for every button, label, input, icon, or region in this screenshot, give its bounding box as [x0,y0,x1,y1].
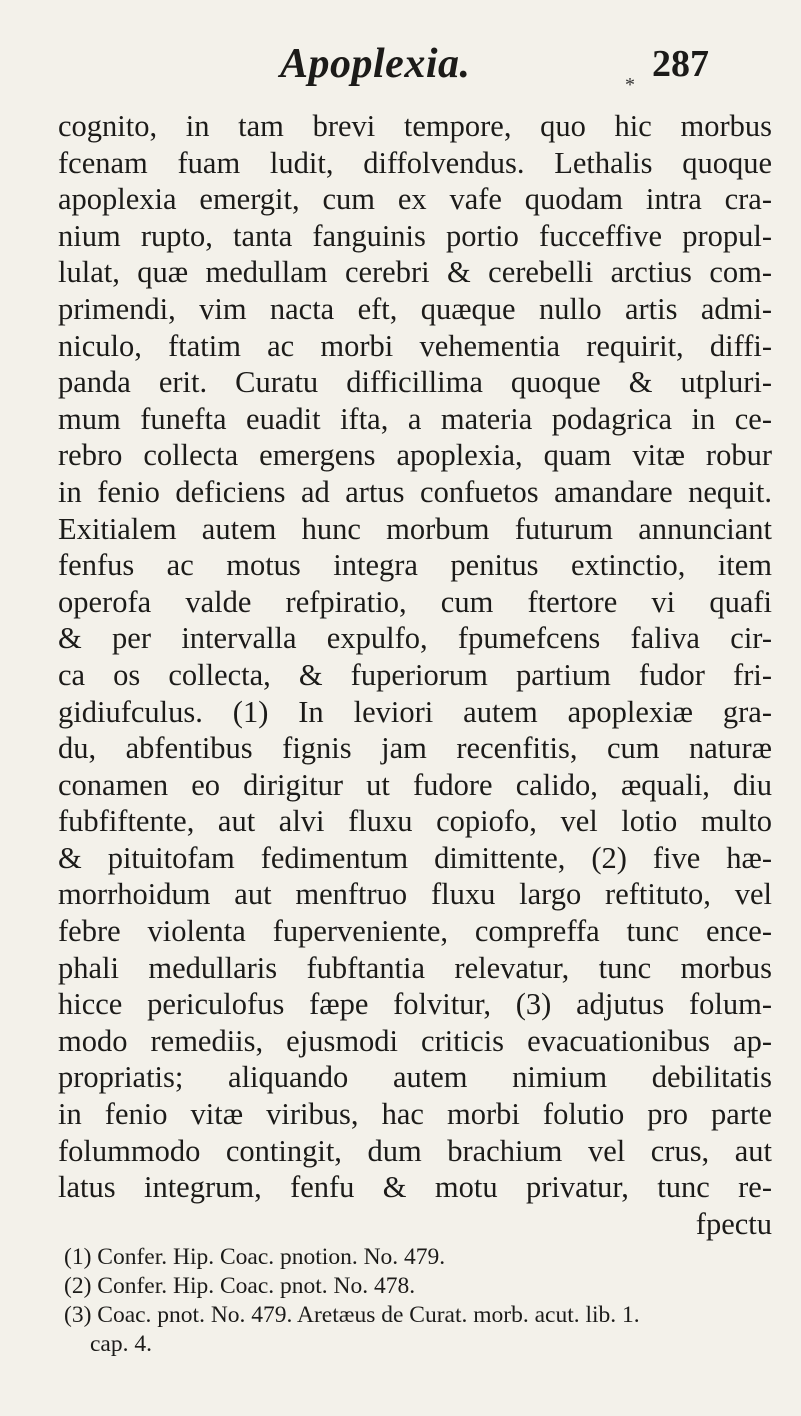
catchword: fpectu [695,1206,772,1241]
text-line: gidiufculus. (1) In leviori autem apoplexiæ gra- [58,694,772,729]
footnote: cap. 4. [90,1331,152,1357]
text-line: nium rupto, tanta fanguinis portio fucceffive propul- [58,218,772,253]
text-line: phali medullaris fubftantia relevatur, tunc morbus [58,950,772,985]
text-line: in fenio deficiens ad artus confuetos amandare nequit. [58,474,772,509]
text-line: niculo, ftatim ac morbi vehementia requirit, diffi- [58,328,772,363]
text-line: mum funefta euadit ifta, a materia podagrica in ce- [58,401,772,436]
text-line: panda erit. Curatu difficillima quoque & utpluri- [58,365,772,400]
text-line: operofa valde refpiratio, cum ftertore vi quafi [58,584,772,619]
text-line: lulat, quæ medullam cerebri & cerebelli arctius com- [58,255,772,290]
running-head [0,40,801,90]
text-line: in fenio vitæ viribus, hac morbi folutio pro parte [58,1097,772,1132]
footnote: (2) Confer. Hip. Coac. pnot. No. 478. [64,1273,416,1299]
ornament-mark: * [625,74,635,96]
text-line: Exitialem autem hunc morbum futurum annunciant [58,511,772,546]
body-text [58,108,772,1242]
footnote: (1) Confer. Hip. Coac. pnotion. No. 479. [64,1244,446,1270]
text-line: primendi, vim nacta eft, quæque nullo artis admi- [58,291,772,326]
text-line: rebro collecta emergens apoplexia, quam vitæ robur [58,438,772,473]
text-line: apoplexia emergit, cum ex vafe quodam intra cra- [58,182,772,217]
text-line: modo remediis, ejusmodi criticis evacuationibus ap- [58,1023,772,1058]
text-line: latus integrum, fenfu & motu privatur, tunc re- [58,1170,772,1205]
text-line: fubfiftente, aut alvi fluxu copiofo, vel lotio multo [58,804,772,839]
text-line: fenfus ac motus integra penitus extinctio, item [58,548,772,583]
text-line: morrhoidum aut menftruo fluxu largo reftituto, vel [58,877,772,912]
text-line: folummodo contingit, dum brachium vel crus, aut [58,1133,772,1168]
text-line: hicce periculofus fæpe folvitur, (3) adjutus folum- [58,987,772,1022]
running-title: Apoplexia. [280,41,471,87]
page-number: 287 [652,43,709,85]
footnotes [64,1243,774,1359]
text-line: fcenam fuam ludit, diffolvendus. Lethalis quoque [58,145,772,180]
text-line: du, abfentibus fignis jam recenfitis, cum naturæ [58,731,772,766]
text-line: & pituitofam fedimentum dimittente, (2) five hæ- [58,840,772,875]
footnote: (3) Coac. pnot. No. 479. Aretæus de Curat. morb. acut. lib. 1. [64,1302,640,1328]
text-line: propriatis; aliquando autem nimium debilitatis [58,1060,772,1095]
text-line: febre violenta fuperveniente, compreffa tunc ence- [58,914,772,949]
text-line: & per intervalla expulfo, fpumefcens faliva cir- [58,621,772,656]
text-line: cognito, in tam brevi tempore, quo hic morbus [58,109,772,143]
text-line: ca os collecta, & fuperiorum partium fudor fri- [58,657,772,692]
text-line: conamen eo dirigitur ut fudore calido, æquali, diu [58,767,772,802]
